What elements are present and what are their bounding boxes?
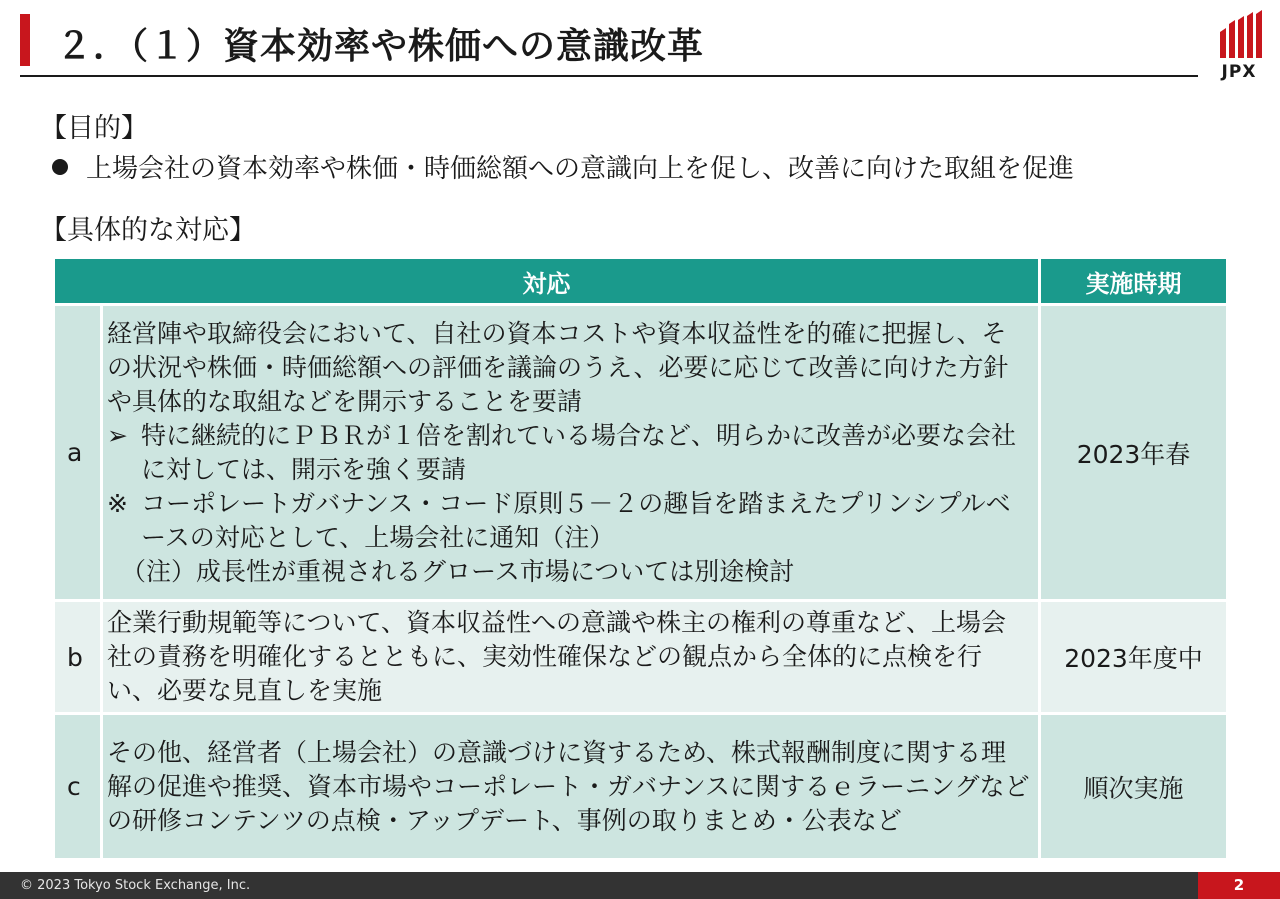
purpose-heading: 【目的】 (40, 113, 148, 144)
sub-item (107, 419, 1030, 487)
row-letter: b (54, 601, 102, 714)
purpose-text: 上場会社の資本効率や株価・時価総額への意識向上を促し、改善に向けた取組を促進 (86, 154, 1075, 184)
row-timing: 2023年度中 (1040, 601, 1228, 714)
table-row-b (54, 601, 1228, 714)
table-row-c (54, 714, 1228, 860)
jpx-logo-icon (1214, 10, 1264, 60)
copyright-text: © 2023 Tokyo Stock Exchange, Inc. (20, 878, 251, 893)
sub-item-text: 特に継続的にＰＢＲが１倍を割れている場合など、明らかに改善が必要な会社に対しては、開示を強く要請 (141, 420, 1017, 484)
title-divider (20, 75, 1198, 77)
row-timing: 2023年春 (1040, 305, 1228, 601)
row-letter: a (54, 305, 102, 601)
header-timing: 実施時期 (1040, 258, 1228, 305)
row-main-text: 経営陣や取締役会において、自社の資本コストや資本収益性を的確に把握し、その状況や株価・時価総額への評価を議論のうえ、必要に応じて改善に向けた方針や具体的な取組などを開示することを要請 (107, 318, 1009, 416)
footer-bar (0, 872, 1280, 899)
purpose-bullet (52, 148, 1074, 185)
page-title: ２．（１）資本効率や株価への意識改革 (56, 26, 705, 67)
reference-mark-icon: ※ (107, 488, 128, 518)
logo-text: JPX (1221, 62, 1257, 82)
bullet-icon (52, 159, 68, 175)
measures-heading: 【具体的な対応】 (40, 215, 256, 246)
row-content (102, 305, 1040, 601)
arrow-bullet-icon: ➢ (107, 420, 128, 450)
row-content: 企業行動規範等について、資本収益性への意識や株主の権利の尊重など、上場会社の責務を明確化するとともに、実効性確保などの観点から全体的に点検を行い、必要な見直しを実施 (102, 601, 1040, 714)
note-text: （注）成長性が重視されるグロース市場については別途検討 (121, 556, 795, 586)
header-measure: 対応 (54, 258, 1040, 305)
title-accent-bar (20, 14, 30, 66)
table-header-row (54, 258, 1228, 305)
reference-item (107, 487, 1030, 555)
reference-item-text: コーポレートガバナンス・コード原則５－２の趣旨を踏まえたプリンシプルベースの対応として、上場会社に通知（注） (141, 488, 1011, 552)
row-timing: 順次実施 (1040, 714, 1228, 860)
jpx-logo (1214, 10, 1264, 82)
page-number: 2 (1198, 872, 1280, 899)
table-row-a (54, 305, 1228, 601)
measures-table (52, 256, 1229, 861)
row-content: その他、経営者（上場会社）の意識づけに資するため、株式報酬制度に関する理解の促進や推奨、資本市場やコーポレート・ガバナンスに関するｅラーニングなどの研修コンテンツの点検・アップデート、事例の取りまとめ・公表など (102, 714, 1040, 860)
row-letter: c (54, 714, 102, 860)
